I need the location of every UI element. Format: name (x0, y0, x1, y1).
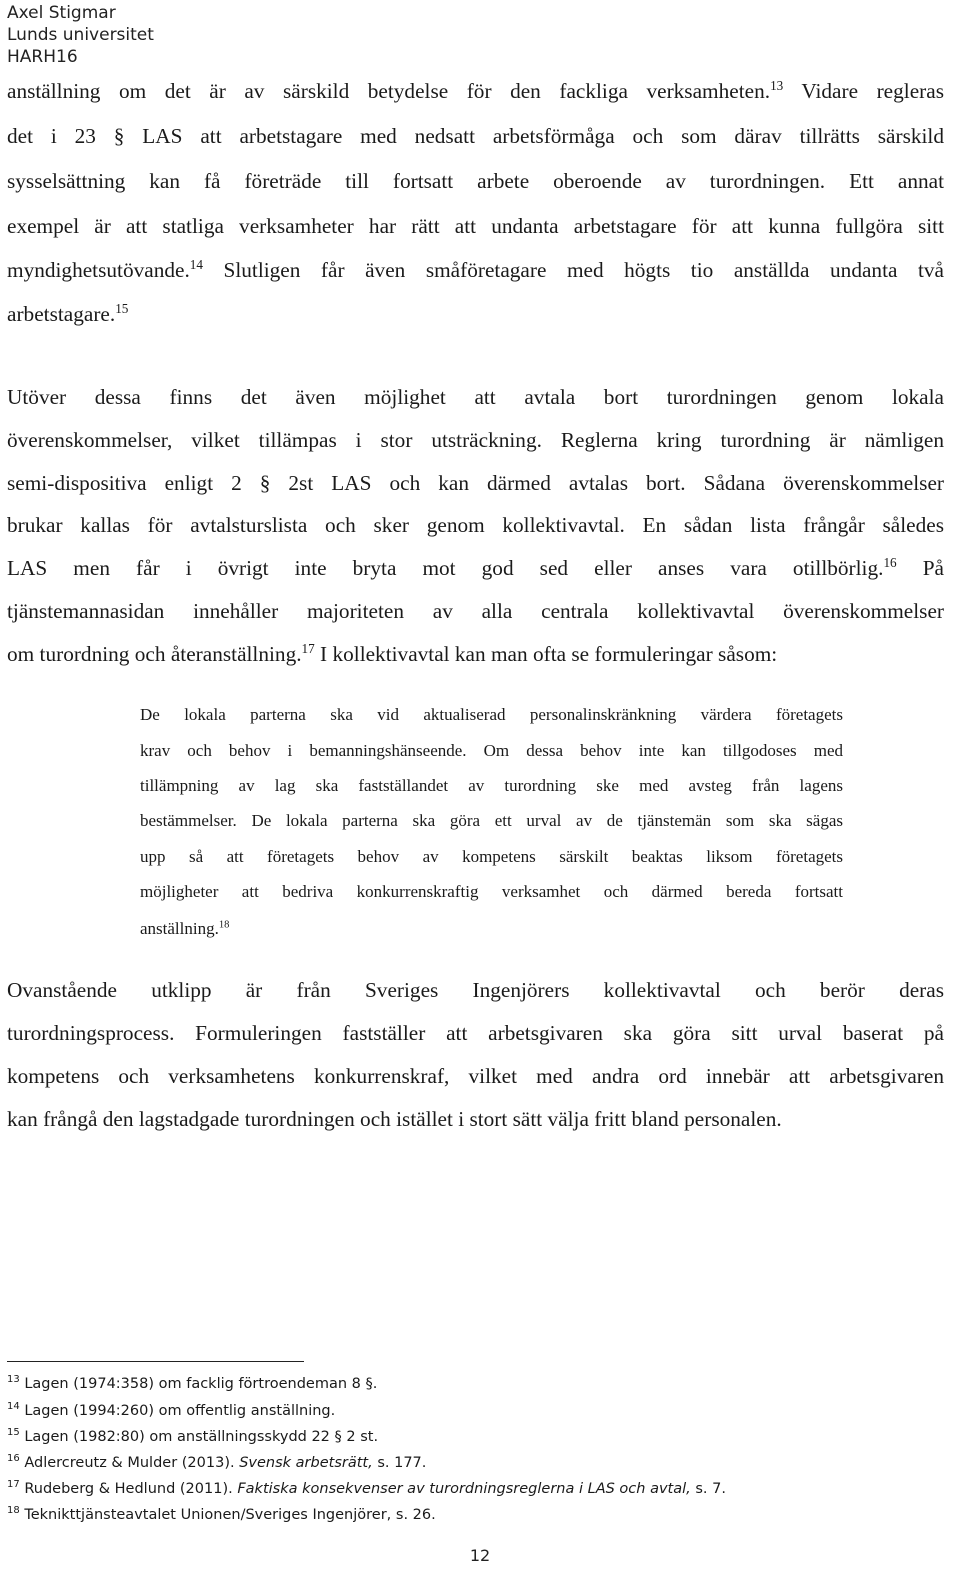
footnote-number: 17 (7, 1479, 20, 1491)
line-text: anställning om det är av särskild betydelse för den fackliga verksamheten. (7, 79, 771, 103)
footnote-ref[interactable]: 18 (218, 919, 230, 931)
text-line (7, 302, 944, 327)
quote-line (140, 705, 843, 725)
line-text: I kollektivavtal kan man ofta se formuleringar såsom: (314, 642, 778, 666)
line-text: Vidare regleras (783, 79, 944, 103)
text-line (7, 79, 944, 104)
footnote-number: 15 (7, 1427, 20, 1439)
line-text: tillämpning av lag ska fastställandet av turordning ske med avsteg från lagens (140, 776, 843, 795)
line-text: tjänstemannasidan innehåller majoriteten av alla centrala kollektivavtal överenskommelser (7, 599, 944, 623)
page-header (7, 2, 154, 68)
line-text: myndighetsutövande. (7, 258, 190, 282)
line-text: turordningsprocess. Formuleringen fastställer att arbetsgivaren ska göra sitt urval baserat på (7, 1021, 944, 1045)
quote-line (140, 741, 843, 761)
quote-line (140, 811, 843, 831)
footnote-18 (7, 1507, 436, 1523)
header-university: Lunds universitet (7, 25, 154, 45)
footnote-ref[interactable]: 17 (301, 640, 315, 656)
line-text: sysselsättning kan få företräde till fortsatt arbete oberoende av turordningen. Ett annat (7, 169, 944, 193)
text-line (7, 428, 944, 453)
line-text: möjligheter att bedriva konkurrenskraftig verksamhet och därmed bereda fortsatt (140, 882, 843, 901)
text-line (7, 1064, 944, 1089)
line-text: Utöver dessa finns det även möjlighet att avtala bort turordningen genom lokala (7, 385, 944, 409)
line-text: bestämmelser. De lokala parterna ska göra ett urval av de tjänstemän som ska sägas (140, 811, 843, 830)
text-line (7, 642, 944, 667)
footnote-17 (7, 1481, 726, 1497)
text-line (7, 258, 944, 283)
line-text: På (896, 556, 944, 580)
line-text: brukar kallas för avtalsturslista och sker genom kollektivavtal. En sådan lista frångår således (7, 513, 944, 537)
footnote-13 (7, 1376, 377, 1392)
quote-line (140, 776, 843, 796)
footnote-14 (7, 1403, 335, 1419)
text-line (7, 978, 944, 1003)
line-text: krav och behov i bemanningshänseende. Om dessa behov inte kan tillgodoses med (140, 741, 843, 760)
footnote-ref[interactable]: 13 (770, 77, 784, 93)
text-line (7, 599, 944, 624)
footnote-number: 18 (7, 1505, 20, 1517)
footnote-ref[interactable]: 14 (189, 256, 203, 272)
footnote-text: Lagen (1974:358) om facklig förtroendeman 8 §. (24, 1376, 378, 1392)
quote-line (140, 882, 843, 902)
line-text: anställning. (140, 919, 219, 938)
header-author: Axel Stigmar (7, 3, 116, 23)
footnote-title: Svensk arbetsrätt, (239, 1455, 373, 1471)
text-line (7, 214, 944, 239)
page-number: 12 (469, 1546, 491, 1565)
line-text: överenskommelser, vilket tillämpas i stor utsträckning. Reglerna kring turordning är nämligen (7, 428, 944, 452)
line-text: kan frångå den lagstadgade turordningen och istället i stort sätt välja fritt bland personalen. (7, 1107, 782, 1131)
text-line (7, 556, 944, 581)
footnote-number: 16 (7, 1453, 20, 1465)
text-line (7, 124, 944, 149)
header-course: HARH16 (7, 47, 78, 67)
line-text: om turordning och återanställning. (7, 642, 302, 666)
line-text: upp så att företagets behov av kompetens särskilt beaktas liksom företagets (140, 847, 843, 866)
line-text: De lokala parterna ska vid aktualiserad personalinskränkning värdera företagets (140, 705, 843, 724)
footnote-text: Teknikttjänsteavtalet Unionen/Sveriges Ingenjörer, s. 26. (24, 1507, 436, 1523)
line-text: kompetens och verksamhetens konkurrenskraf, vilket med andra ord innebär att arbetsgivaren (7, 1064, 944, 1088)
footnote-text: Rudeberg & Hedlund (2011). (24, 1481, 238, 1497)
footnote-15 (7, 1429, 378, 1445)
footnote-ref[interactable]: 15 (115, 300, 129, 316)
line-text: arbetstagare. (7, 302, 116, 326)
footnote-page: s. 177. (372, 1455, 427, 1471)
line-text: exempel är att statliga verksamheter har rätt att undanta arbetstagare för att kunna fullgöra sitt (7, 214, 944, 238)
line-text: LAS men får i övrigt inte bryta mot god sed eller anses vara otillbörlig. (7, 556, 884, 580)
text-line (7, 169, 944, 194)
footnote-number: 14 (7, 1401, 20, 1413)
footnote-16 (7, 1455, 426, 1471)
text-line (7, 471, 944, 496)
footnote-text: Lagen (1982:80) om anställningsskydd 22 § 2 st. (24, 1429, 379, 1445)
text-line (7, 513, 944, 538)
text-line (7, 1107, 944, 1132)
footnote-ref[interactable]: 16 (883, 554, 897, 570)
quote-line (140, 919, 843, 939)
line-text: Ovanstående utklipp är från Sveriges Ingenjörers kollektivavtal och berör deras (7, 978, 944, 1002)
footnote-page: s. 7. (690, 1481, 726, 1497)
footnote-separator (7, 1361, 304, 1362)
line-text: semi-dispositiva enligt 2 § 2st LAS och kan därmed avtalas bort. Sådana överenskommelser (7, 471, 944, 495)
footnote-text: Lagen (1994:260) om offentlig anställning. (24, 1403, 336, 1419)
footnote-number: 13 (7, 1374, 20, 1386)
line-text: Slutligen får även småföretagare med högts tio anställda undanta två (202, 258, 944, 282)
footnote-title: Faktiska konsekvenser av turordningsreglerna i LAS och avtal, (237, 1481, 691, 1497)
line-text: det i 23 § LAS att arbetstagare med nedsatt arbetsförmåga och som därav tillrätts särskild (7, 124, 944, 148)
text-line (7, 385, 944, 410)
text-line (7, 1021, 944, 1046)
footnote-text: Adlercreutz & Mulder (2013). (24, 1455, 240, 1471)
quote-line (140, 847, 843, 867)
